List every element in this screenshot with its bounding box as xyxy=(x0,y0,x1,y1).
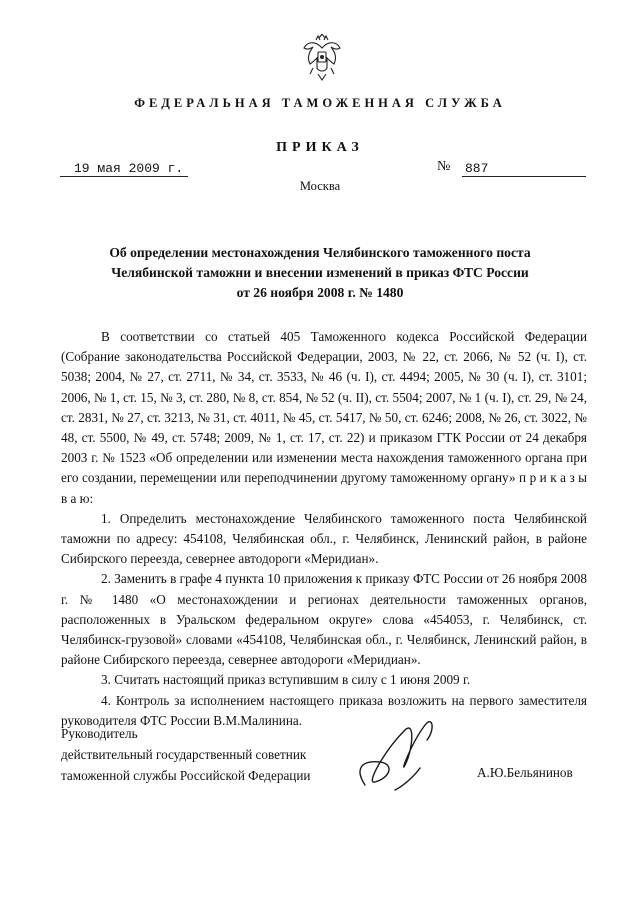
title-line: Об определении местонахождения Челябинского таможенного поста xyxy=(109,245,531,260)
clause-2: 2. Заменить в графе 4 пункта 10 приложения к приказу ФТС России от 26 ноября 2008 г. № 1480 «О местонахождении и регионах деятельности таможенных органов, расположенных в Уральском федеральном округе» слова «454053, г. Челябинск, ст. Челябинск-грузовой» словами «454108, Челябинская обл., г. Челябинск, Ленинский район, в районе Сибирского переезда, севернее автодороги «Меридиан». xyxy=(61,571,587,668)
coat-of-arms-emblem-icon xyxy=(301,34,343,82)
signatory-line: Руководитель xyxy=(61,726,138,741)
document-body xyxy=(61,327,587,731)
city: Москва xyxy=(299,179,341,193)
signatory-position xyxy=(61,723,310,786)
signatory-line: действительный государственный советник xyxy=(61,747,307,762)
signatory-line: таможенной службы Российской Федерации xyxy=(61,768,311,783)
document-title xyxy=(60,243,580,303)
clause-4: 4. Контроль за исполнением настоящего приказа возложить на первого заместителя руководителя ФТС России В.М.Малинина. xyxy=(61,692,587,728)
number-sign: № xyxy=(437,159,451,174)
agency-name: ФЕДЕРАЛЬНАЯ ТАМОЖЕННАЯ СЛУЖБА xyxy=(134,96,506,110)
clause-1: 1. Определить местонахождение Челябинского таможенного поста Челябинской таможни по адресу: 454108, Челябинская обл., г. Челябинск, Ленинский район, в районе Сибирского переезда, севернее автодороги «Меридиан». xyxy=(61,510,587,567)
order-date: 19 мая 2009 г. xyxy=(74,161,184,176)
title-line: Челябинской таможни и внесении изменений в приказ ФТС России xyxy=(111,265,529,280)
handwritten-signature xyxy=(335,690,450,810)
preamble-paragraph: В соответствии со статьей 405 Таможенного кодекса Российской Федерации (Собрание законодательства Российской Федерации, 2003, № 22, ст. 2066, № 52 (ч. I), ст. 5038; 2004, № 27, ст. 2711, № 34, ст. 3533, № 46 (ч. I), ст. 4494; 2005, № 30 (ч. I), ст. 3101; 2006, № 1, ст. 15, № 3, ст. 280, № 8, ст. 854, № 52 (ч. II), ст. 5504; 2007, № 1 (ч. I), ст. 29, № 24, ст. 2831, № 27, ст. 3213, № 31, ст. 4011, № 45, ст. 5417, № 50, ст. 6246; 2008, № 26, ст. 3022, № 48, ст. 5500, № 49, ст. 5748; 2009, № 1, ст. 17, ст. 22) и приказом ГТК России от 24 декабря 2003 г. № 1523 «Об определении или изменении места нахождения таможенного органа при его создании, перемещении или переподчинении другому таможенному органу» п р и к а з ы в а ю: xyxy=(61,329,587,506)
title-line: от 26 ноября 2008 г. № 1480 xyxy=(236,285,404,300)
order-number: 887 xyxy=(465,161,489,176)
document-type: ПРИКАЗ xyxy=(276,140,364,155)
clause-3: 3. Считать настоящий приказ вступившим в силу с 1 июня 2009 г. xyxy=(101,672,471,688)
signatory-name: А.Ю.Бельянинов xyxy=(477,765,573,780)
